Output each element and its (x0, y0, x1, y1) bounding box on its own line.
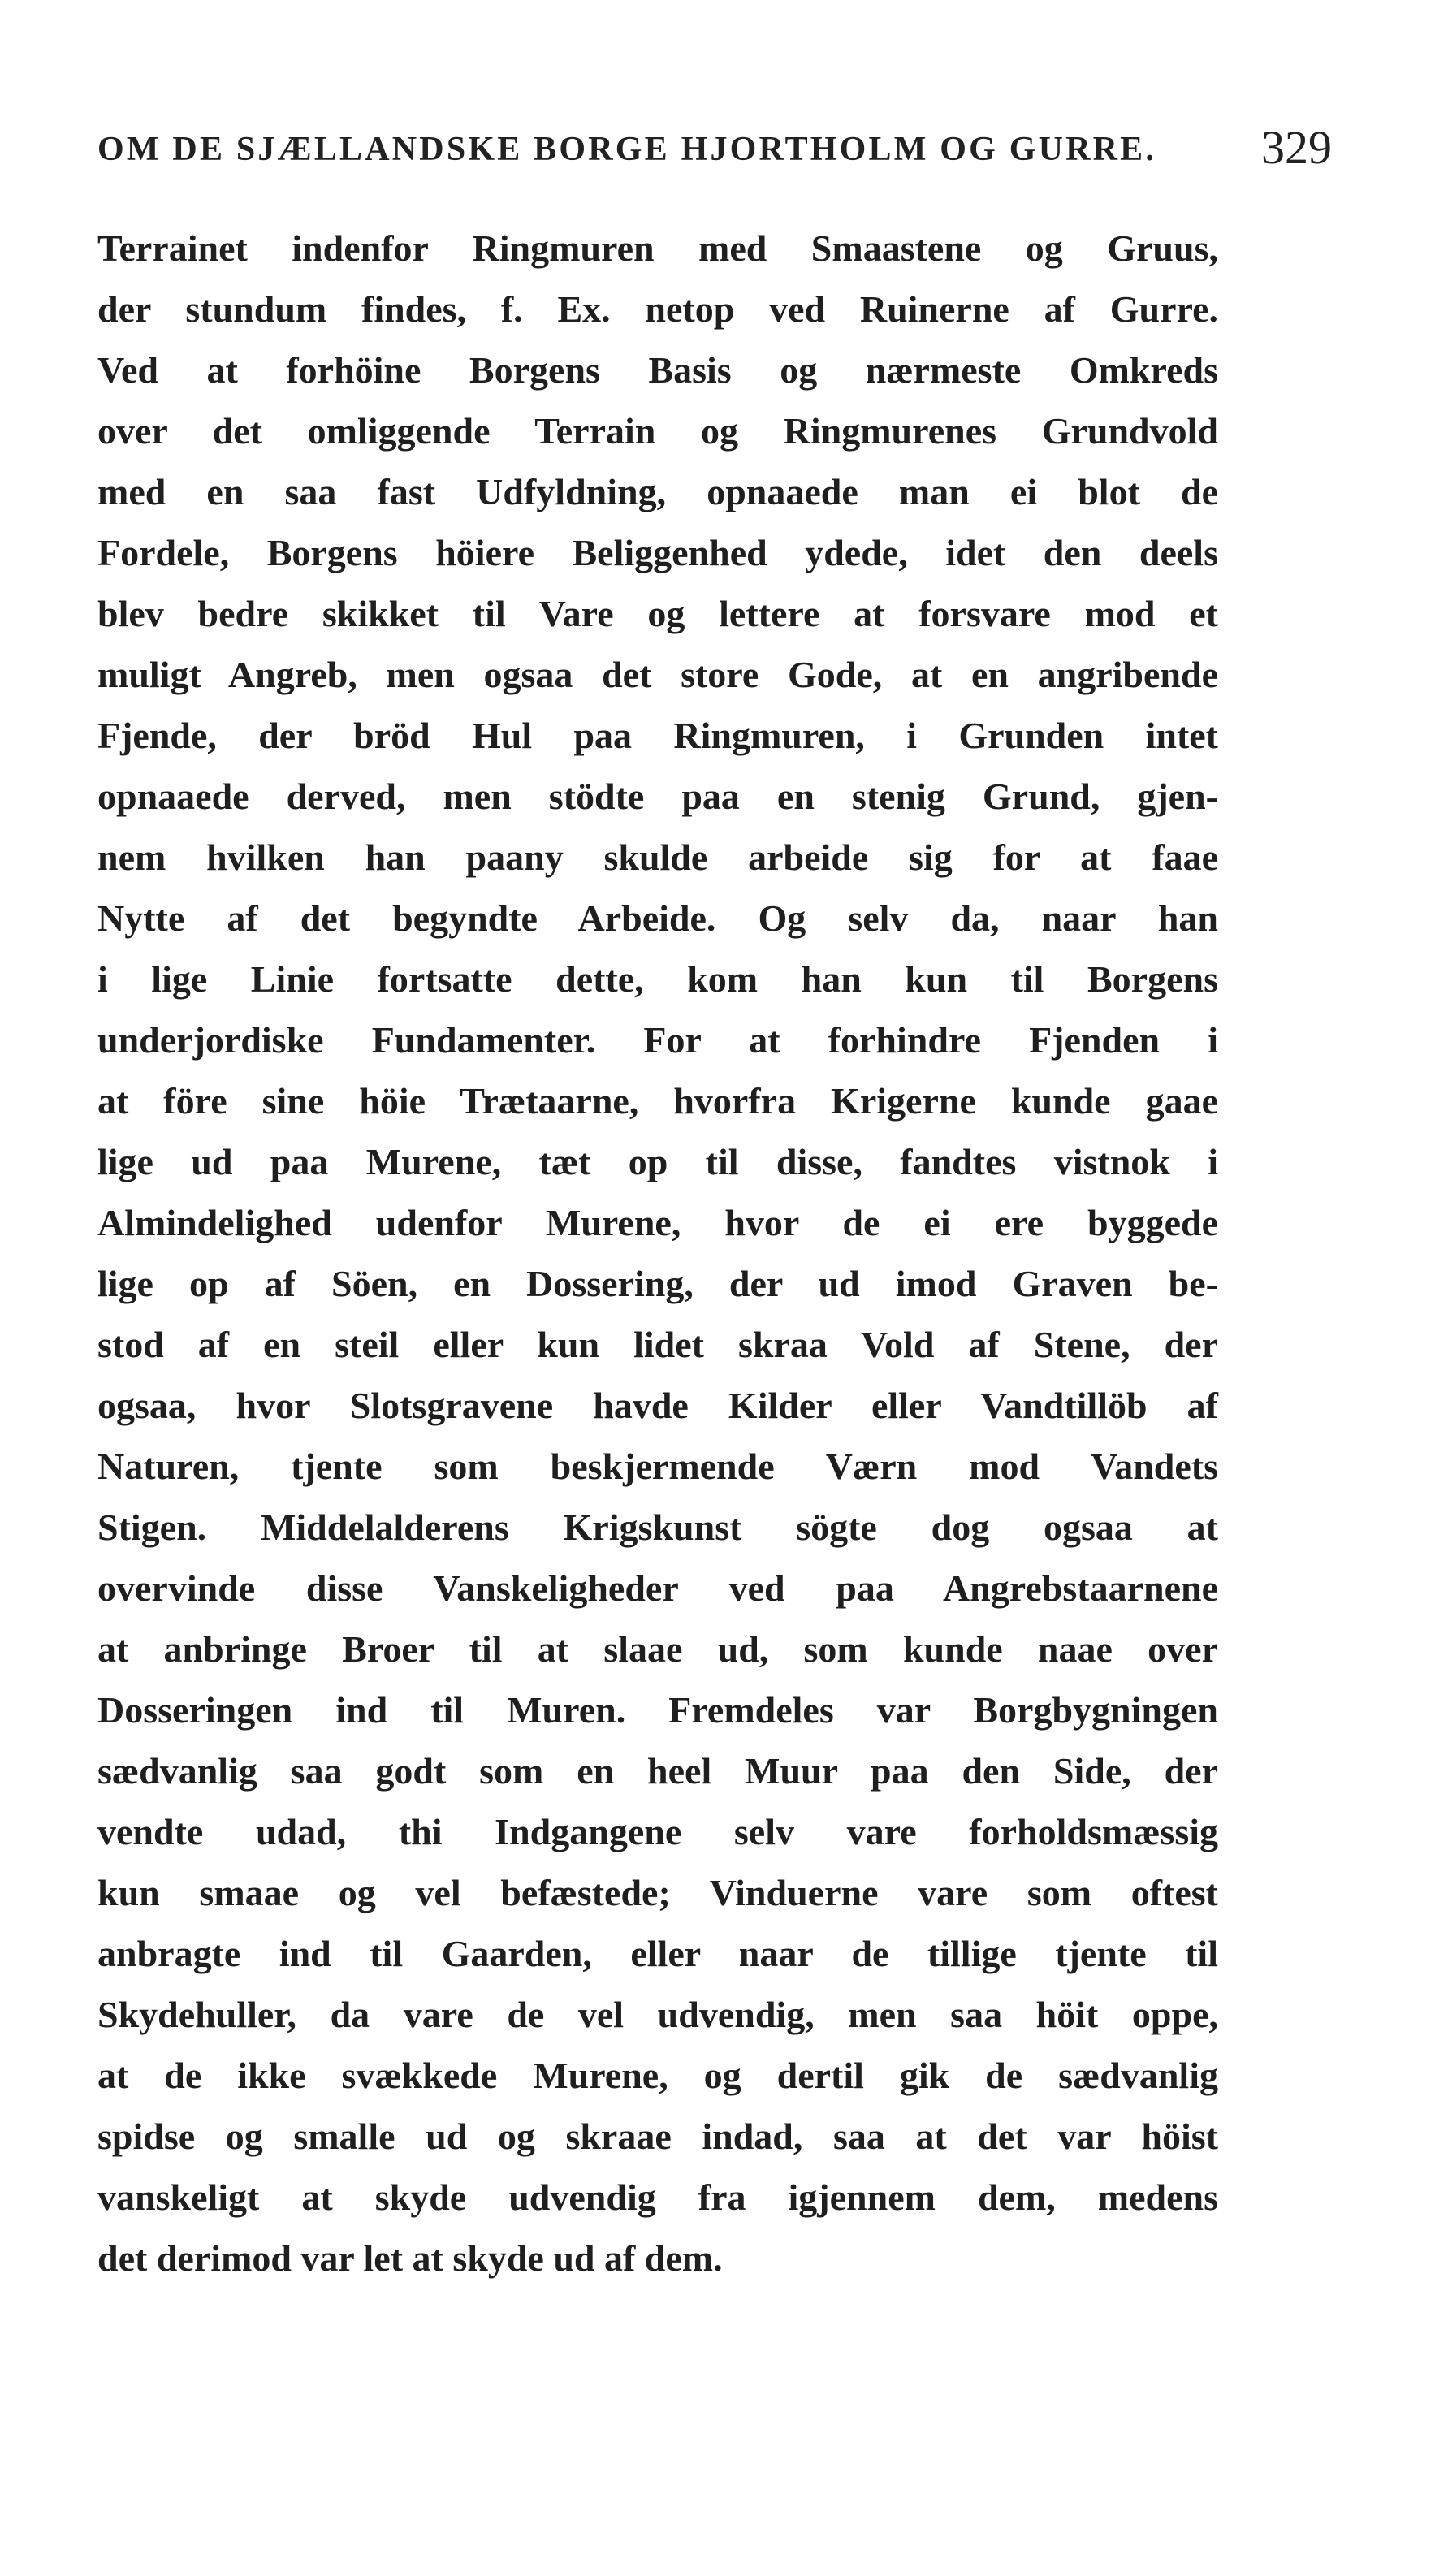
text-line: nem hvilken han paany skulde arbeide sig for at faae (97, 836, 1218, 878)
text-line: blev bedre skikket til Vare og lettere at forsvare mod et (97, 593, 1218, 634)
text-line: Fordele, Borgens höiere Beliggenhed ydede, idet den deels (97, 532, 1218, 573)
text-line: over det omliggende Terrain og Ringmurenes Grundvold (97, 410, 1218, 452)
text-line: Skydehuller, da vare de vel udvendig, men saa höit oppe, (97, 1994, 1218, 2035)
text-line: der stundum findes, f. Ex. netop ved Ruinerne af Gurre. (97, 288, 1218, 330)
text-line: muligt Angreb, men ogsaa det store Gode, at en angribende (97, 654, 1218, 695)
text-line: opnaaede derved, men stödte paa en stenig Grund, gjen- (97, 776, 1218, 817)
text-line: stod af en steil eller kun lidet skraa Vold af Stene, der (97, 1324, 1218, 1365)
running-title: OM DE SJÆLLANDSKE BORGE HJORTHOLM OG GURRE. (97, 131, 1157, 168)
text-line: overvinde disse Vanskeligheder ved paa Angrebstaarnene (97, 1567, 1218, 1609)
text-line: kun smaae og vel befæstede; Vinduerne vare som oftest (97, 1872, 1218, 1913)
page-number: 329 (1261, 121, 1332, 174)
body-paragraph (97, 218, 1218, 2289)
text-line: underjordiske Fundamenter. For at forhindre Fjenden i (97, 1019, 1218, 1061)
text-line: Stigen. Middelalderens Krigskunst sögte dog ogsaa at (97, 1506, 1218, 1548)
text-line: Terrainet indenfor Ringmuren med Smaastene og Gruus, (97, 227, 1218, 269)
text-line: Naturen, tjente som beskjermende Værn mod Vandets (97, 1446, 1218, 1487)
text-line-last: det derimod var let at skyde ud af dem. (97, 2237, 723, 2279)
text-line: Ved at forhöine Borgens Basis og nærmeste Omkreds (97, 349, 1218, 391)
text-line: at före sine höie Trætaarne, hvorfra Krigerne kunde gaae (97, 1080, 1218, 1122)
text-line: at anbringe Broer til at slaae ud, som kunde naae over (97, 1628, 1218, 1670)
text-line: Nytte af det begyndte Arbeide. Og selv da, naar han (97, 897, 1218, 939)
text-line: vendte udad, thi Indgangene selv vare forholdsmæssig (97, 1811, 1218, 1852)
text-line: ogsaa, hvor Slotsgravene havde Kilder eller Vandtillöb af (97, 1385, 1218, 1426)
text-line: anbragte ind til Gaarden, eller naar de tillige tjente til (97, 1933, 1218, 1974)
text-line: Fjende, der bröd Hul paa Ringmuren, i Grunden intet (97, 715, 1218, 756)
text-line: vanskeligt at skyde udvendig fra igjennem dem, medens (97, 2176, 1218, 2218)
text-line: spidse og smalle ud og skraae indad, saa at det var höist (97, 2116, 1218, 2157)
text-line: at de ikke svækkede Murene, og dertil gik de sædvanlig (97, 2055, 1218, 2096)
text-line: med en saa fast Udfyldning, opnaaede man ei blot de (97, 471, 1218, 512)
text-line: sædvanlig saa godt som en heel Muur paa den Side, der (97, 1750, 1218, 1792)
text-line: Dosseringen ind til Muren. Fremdeles var Borgbygningen (97, 1689, 1218, 1731)
running-head (97, 122, 1332, 187)
text-line: Almindelighed udenfor Murene, hvor de ei ere byggede (97, 1202, 1218, 1243)
text-line: i lige Linie fortsatte dette, kom han kun til Borgens (97, 958, 1218, 1000)
text-line: lige ud paa Murene, tæt op til disse, fandtes vistnok i (97, 1141, 1218, 1182)
text-line: lige op af Söen, en Dossering, der ud imod Graven be- (97, 1263, 1218, 1304)
